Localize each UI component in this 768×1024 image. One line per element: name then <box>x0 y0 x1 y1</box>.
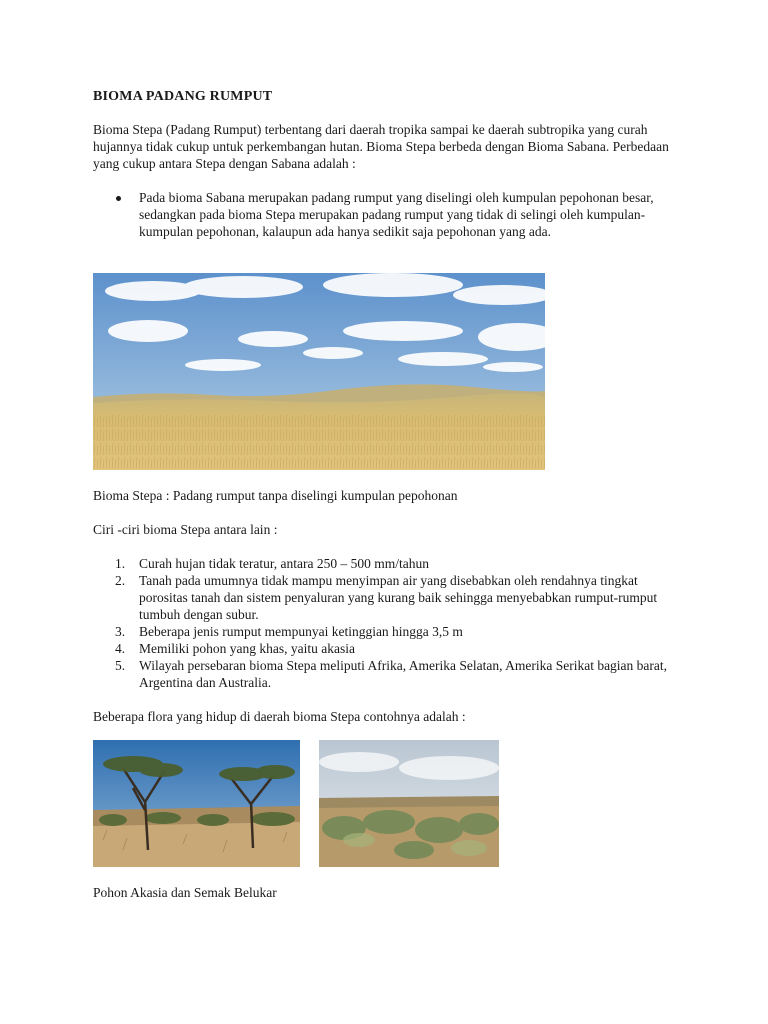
bullet-text: Pada bioma Sabana merupakan padang rumput yang diselingi oleh kumpulan pepohonan besar, sedangkan pada bioma Stepa merupakan padang rumput yang tidak di selingi oleh kumpulan-kumpulan pepohonan, kalaupun ada hanya sedikit saja pepohonan yang ada. <box>139 190 654 239</box>
flora-photo-caption: Pohon Akasia dan Semak Belukar <box>93 885 277 900</box>
list-number: 2. <box>115 573 126 588</box>
steppe-photo-caption: Bioma Stepa : Padang rumput tanpa diselingi kumpulan pepohonan <box>93 488 458 503</box>
list-item-text: Curah hujan tidak teratur, antara 250 – 500 mm/tahun <box>139 556 430 571</box>
bullet-item <box>93 189 678 240</box>
difference-bullet-list <box>93 189 678 240</box>
list-item <box>93 657 678 691</box>
list-number: 1. <box>115 556 126 571</box>
steppe-grassland-photo <box>93 273 545 470</box>
list-item-text: Beberapa jenis rumput mempunyai ketinggian hingga 3,5 m <box>139 624 463 639</box>
flora-intro: Beberapa flora yang hidup di daerah bioma Stepa contohnya adalah : <box>93 709 466 724</box>
acacia-photo-graphic <box>93 740 300 867</box>
bullet-dot-icon <box>116 196 121 201</box>
list-number: 5. <box>115 658 126 673</box>
list-item-text: Tanah pada umumnya tidak mampu menyimpan air yang disebabkan oleh rendahnya tingkat porositas tanah dan sistem penyaluran yang kurang baik sehingga menyebabkan rumput-rumput tumbuh dengan subur. <box>139 573 658 622</box>
list-item-text: Memiliki pohon yang khas, yaitu akasia <box>139 641 355 656</box>
list-item <box>93 555 678 572</box>
acacia-tree-photo <box>93 740 300 867</box>
list-item <box>93 623 678 640</box>
list-number: 3. <box>115 624 126 639</box>
document-title: BIOMA PADANG RUMPUT <box>93 89 273 104</box>
shrubland-photo <box>319 740 499 867</box>
characteristics-list <box>93 555 678 691</box>
list-number: 4. <box>115 641 126 656</box>
steppe-photo-graphic <box>93 273 545 470</box>
shrubland-photo-graphic <box>319 740 499 867</box>
characteristics-intro: Ciri -ciri bioma Stepa antara lain : <box>93 522 278 537</box>
intro-paragraph: Bioma Stepa (Padang Rumput) terbentang dari daerah tropika sampai ke daerah subtropika yang curah hujannya tidak cukup untuk perkembangan hutan. Bioma Stepa berbeda dengan Bioma Sabana. Perbedaan yang cukup antara Stepa dengan Sabana adalah : <box>93 122 669 171</box>
list-item <box>93 572 678 623</box>
list-item-text: Wilayah persebaran bioma Stepa meliputi Afrika, Amerika Selatan, Amerika Serikat bagian barat, Argentina dan Australia. <box>139 658 668 690</box>
list-item <box>93 640 678 657</box>
